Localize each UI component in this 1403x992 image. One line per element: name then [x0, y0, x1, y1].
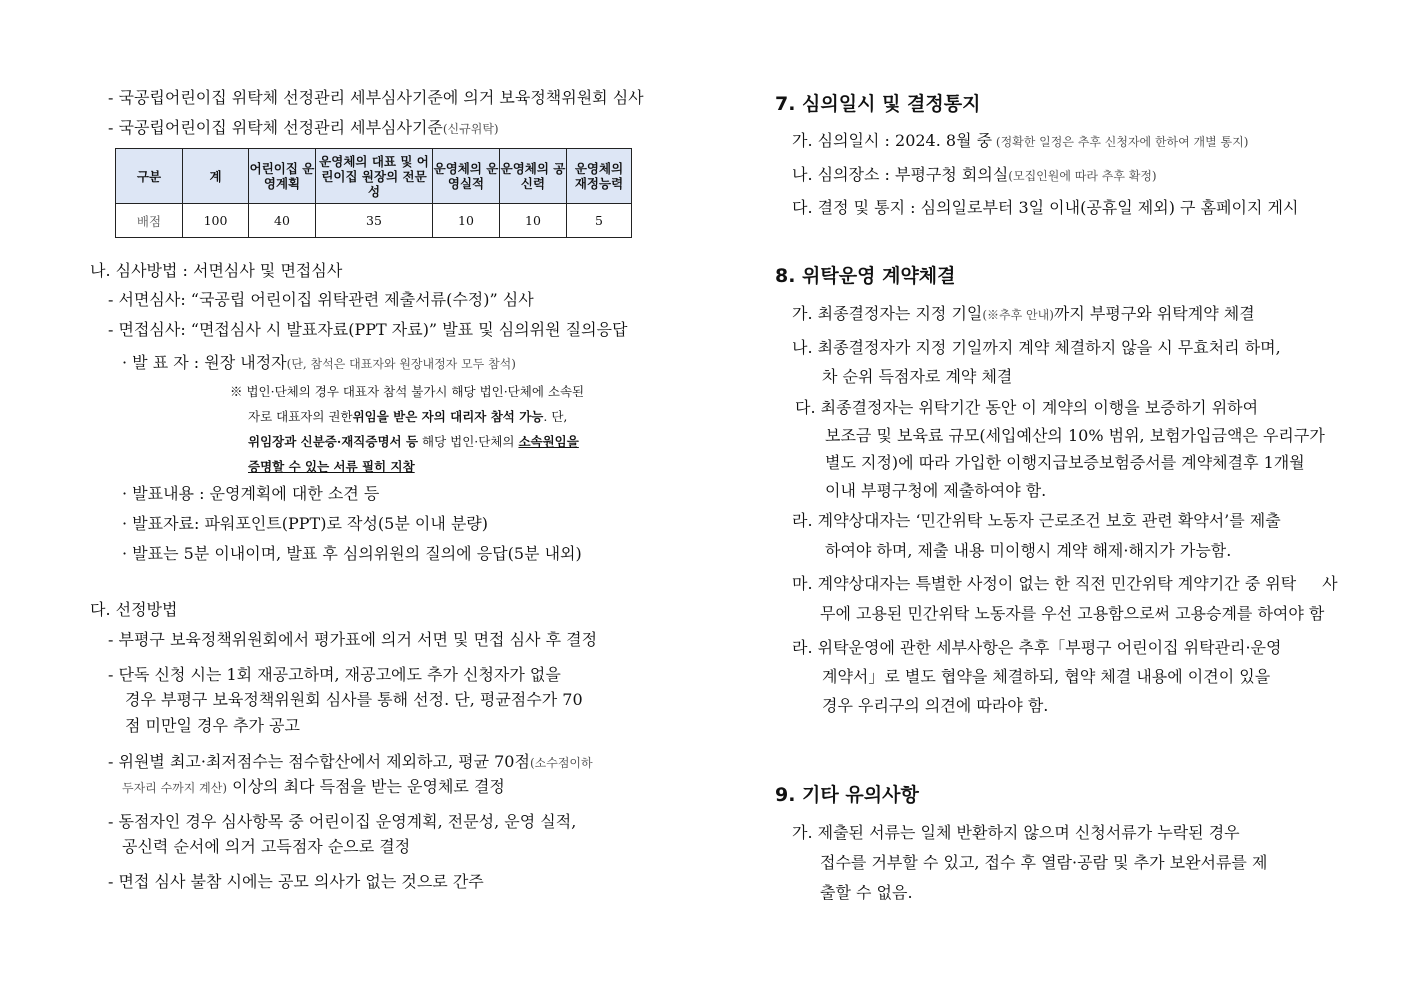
presentation-material-line: · 발표자료: 파워포인트(PPT)로 작성(5분 이내 분량) [122, 514, 489, 533]
interview-line: - 면접심사: “면접심사 시 발표자료(PPT 자료)” 발표 및 심의위원 질의응답 [108, 320, 628, 339]
contract-line: 무에 고용된 민간위탁 노동자를 우선 고용함으로써 고용승계를 하여야 함 [820, 604, 1325, 623]
table-cell: 40 [249, 204, 316, 238]
table-cell: 5 [567, 204, 632, 238]
note-line: 위임장과 신분증·재직증명서 등 해당 법인·단체의 소속원임을 [248, 434, 579, 449]
table-row [116, 204, 632, 238]
contract-line: 가. 최종결정자는 지정 기일(※추후 안내)까지 부평구와 위탁계약 체결 [792, 304, 1255, 323]
presenter-line: · 발 표 자 : 원장 내정자(단, 참석은 대표자와 원장내정자 모두 참석) [122, 353, 516, 372]
selection-line: - 단독 신청 시는 1회 재공고하며, 재공고에도 추가 신청자가 없을 [108, 665, 561, 684]
review-place-line: 나. 심의장소 : 부평구청 회의실(모집인원에 따라 추후 확정) [792, 165, 1157, 184]
contract-line: 라. 계약상대자는 ‘민간위탁 노동자 근로조건 보호 관련 확약서’를 제출 [792, 511, 1281, 530]
presentation-time-line: · 발표는 5분 이내이며, 발표 후 심의위원의 질의에 응답(5분 내외) [122, 544, 582, 563]
contract-line: 하여야 하며, 제출 내용 미이행시 계약 해제·해지가 가능함. [825, 541, 1232, 560]
decision-notice-line: 다. 결정 및 통지 : 심의일로부터 3일 이내(공휴일 제외) 구 홈페이지 게시 [792, 198, 1299, 217]
section-7-heading: 7. 심의일시 및 결정통지 [775, 93, 981, 115]
selection-line: 점 미만일 경우 추가 공고 [125, 716, 300, 735]
contract-line: 라. 위탁운영에 관한 세부사항은 추후「부평구 어린이집 위탁관리·운영 [792, 638, 1282, 657]
selection-line: - 위원별 최고·최저점수는 점수합산에서 제외하고, 평균 70점(소수점이하 [108, 752, 593, 771]
contract-line: 별도 지정)에 따라 가입한 이행지급보증보험증서를 계약체결후 1개월 [825, 453, 1305, 472]
note-line: 자로 대표자의 권한위임을 받은 자의 대리자 참석 가능. 단, [248, 409, 568, 424]
table-cell: 100 [183, 204, 249, 238]
contract-line: 이내 부평구청에 제출하여야 함. [825, 481, 1047, 500]
section-9-heading: 9. 기타 유의사항 [775, 784, 919, 806]
table-header: 어린이집 운영계획 [249, 149, 316, 204]
table-header: 운영체의 공신력 [500, 149, 567, 204]
contract-line: 보조금 및 보육료 규모(세입예산의 10% 범위, 보험가입금액은 우리구가 [825, 426, 1325, 445]
contract-line: 경우 우리구의 의견에 따라야 함. [822, 696, 1049, 715]
criteria-detail-line: - 국공립어린이집 위탁체 선정관리 세부심사기준(신규위탁) [108, 118, 499, 137]
contract-line: 다. 최종결정자는 위탁기간 동안 이 계약의 이행을 보증하기 위하여 [795, 398, 1259, 417]
contract-line: 나. 최종결정자가 지정 기일까지 계약 체결하지 않을 시 무효처리 하며, [792, 338, 1281, 357]
table-cell: 10 [433, 204, 500, 238]
presentation-content-line: · 발표내용 : 운영계획에 대한 소견 등 [122, 484, 380, 503]
selection-line: 공신력 순서에 의거 고득점자 순으로 결정 [122, 837, 411, 856]
contract-line: 차 순위 득점자로 계약 체결 [822, 367, 1013, 386]
table-cell: 35 [316, 204, 433, 238]
selection-line: 경우 부평구 보육정책위원회 심사를 통해 선정. 단, 평균점수가 70 [125, 690, 583, 709]
note-line: 증명할 수 있는 서류 필히 지참 [248, 459, 415, 474]
selection-line: - 부평구 보육정책위원회에서 평가표에 의거 서면 및 면접 심사 후 결정 [108, 630, 598, 649]
notice-line: 접수를 거부할 수 있고, 접수 후 열람·공람 및 추가 보완서류를 제 [820, 853, 1268, 872]
table-header: 운영체의 운영실적 [433, 149, 500, 204]
contract-line: 마. 계약상대자는 특별한 사정이 없는 한 직전 민간위탁 계약기간 중 위탁 사 [792, 574, 1338, 593]
table-header: 운영체의 재정능력 [567, 149, 632, 204]
written-review-line: - 서면심사: “국공립 어린이집 위탁관련 제출서류(수정)” 심사 [108, 290, 534, 309]
table-header: 계 [183, 149, 249, 204]
table-header: 운영체의 대표 및 어린이집 원장의 전문성 [316, 149, 433, 204]
note-line: ※ 법인·단체의 경우 대표자 참석 불가시 해당 법인·단체에 소속된 [230, 384, 585, 399]
notice-line: 출할 수 없음. [820, 883, 913, 902]
selection-line: - 면접 심사 불참 시에는 공모 의사가 없는 것으로 간주 [108, 872, 484, 891]
selection-line: 두자리 수까지 계산) 이상의 최다 득점을 받는 운영체로 결정 [122, 777, 505, 796]
selection-line: - 동점자인 경우 심사항목 중 어린이집 운영계획, 전문성, 운영 실적, [108, 812, 577, 831]
table-header: 구분 [116, 149, 183, 204]
section-8-heading: 8. 위탁운영 계약체결 [775, 265, 956, 287]
criteria-line: - 국공립어린이집 위탁체 선정관리 세부심사기준에 의거 보육정책위원회 심사 [108, 88, 644, 107]
contract-line: 계약서」로 별도 협약을 체결하되, 협약 체결 내용에 이견이 있을 [822, 667, 1271, 686]
table-cell: 배점 [116, 204, 183, 238]
table-cell: 10 [500, 204, 567, 238]
notice-line: 가. 제출된 서류는 일체 반환하지 않으며 신청서류가 누락된 경우 [792, 823, 1240, 842]
section-da-title: 다. 선정방법 [90, 600, 178, 619]
score-table [115, 148, 632, 238]
section-na-title: 나. 심사방법 : 서면심사 및 면접심사 [90, 261, 343, 280]
review-date-line: 가. 심의일시 : 2024. 8월 중 (정확한 일정은 추후 신청자에 한하여 개별 통지) [792, 131, 1249, 150]
